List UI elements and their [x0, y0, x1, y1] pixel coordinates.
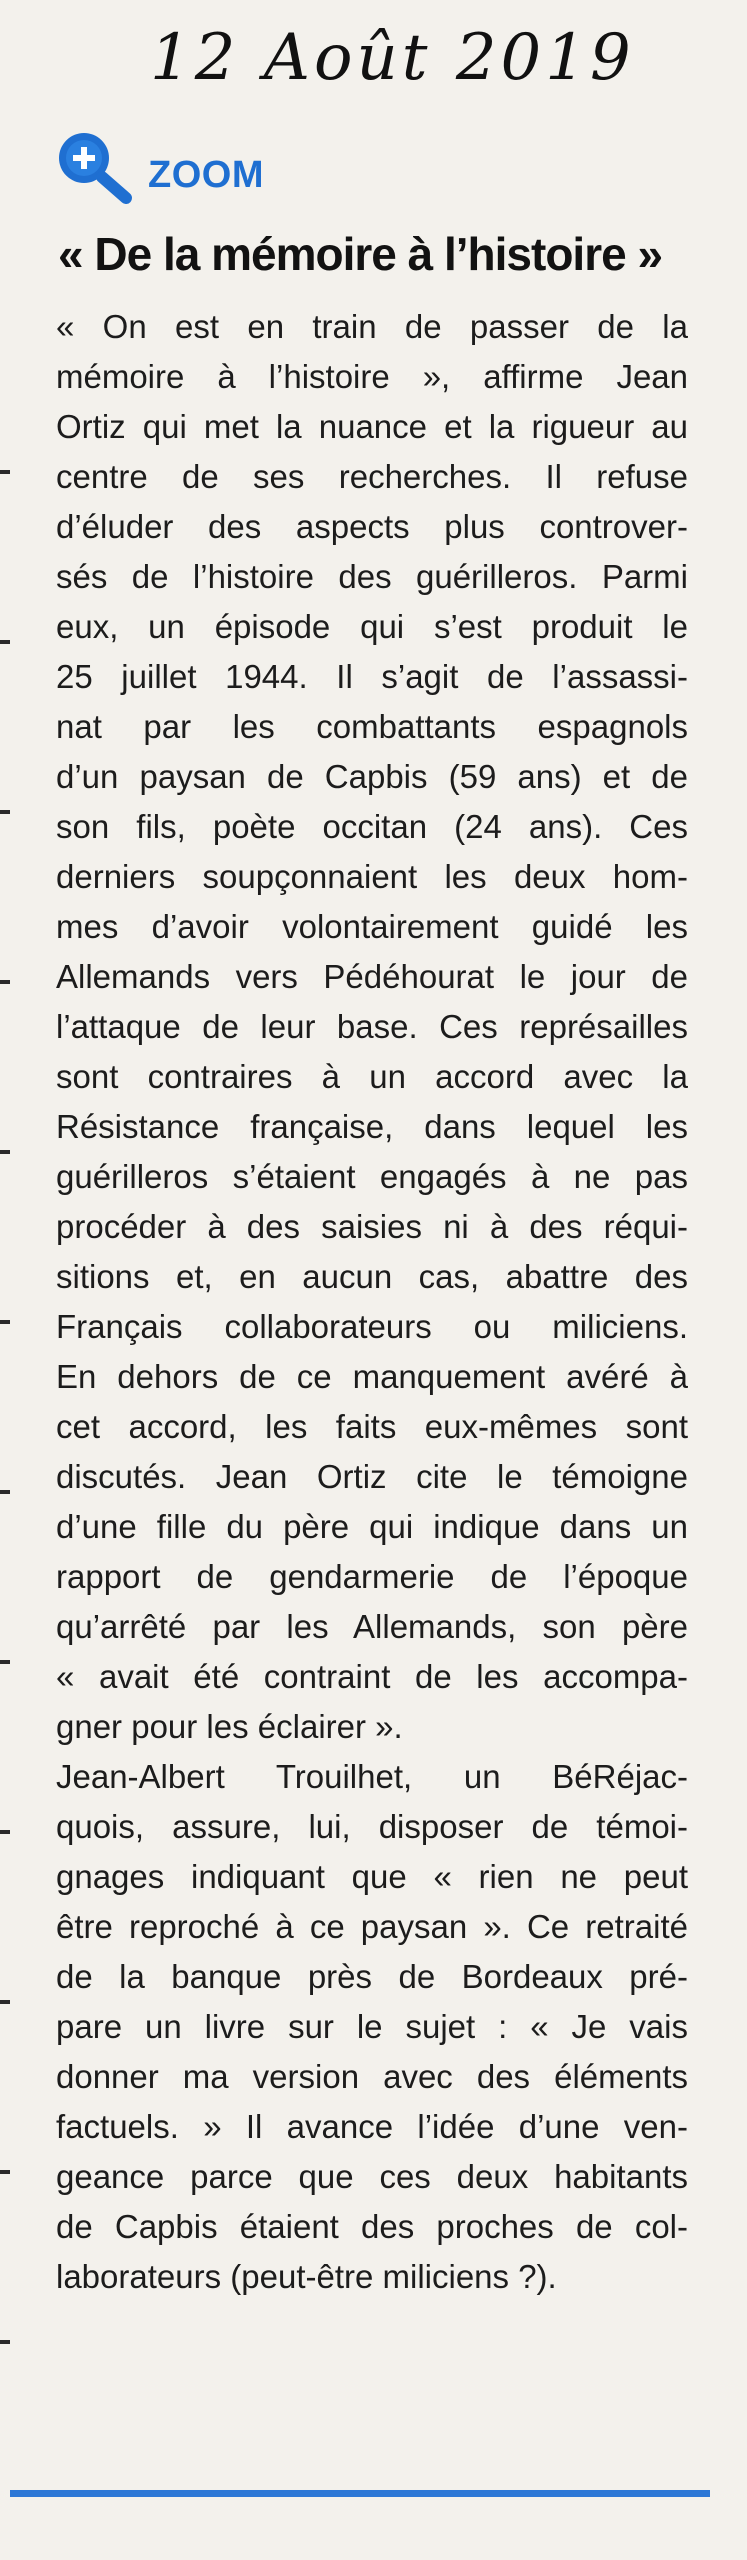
- edge-mark: [0, 2170, 10, 2174]
- section-label: ZOOM: [148, 153, 264, 196]
- body-line: factuels. » Il avance l’idée d’une ven-: [56, 2108, 688, 2145]
- body-line: Ortiz qui met la nuance et la rigueur au: [56, 408, 688, 445]
- body-line: de Capbis étaient des proches de col-: [56, 2208, 688, 2245]
- body-line: Allemands vers Pédéhourat le jour de: [56, 958, 688, 995]
- bottom-rule: [10, 2490, 710, 2497]
- body-line: qu’arrêté par les Allemands, son père: [56, 1608, 688, 1645]
- body-line: eux, un épisode qui s’est produit le: [56, 608, 688, 645]
- edge-mark: [0, 1830, 10, 1834]
- body-line: « On est en train de passer de la: [56, 308, 688, 345]
- body-line: Résistance française, dans lequel les: [56, 1108, 688, 1145]
- body-line: l’attaque de leur base. Ces représailles: [56, 1008, 688, 1045]
- body-line: être reproché à ce paysan ». Ce retraité: [56, 1908, 688, 1945]
- body-line: son fils, poète occitan (24 ans). Ces: [56, 808, 688, 845]
- edge-mark: [0, 1320, 10, 1324]
- body-line: laborateurs (peut-être miliciens ?).: [56, 2258, 557, 2295]
- edge-mark: [0, 1150, 10, 1154]
- body-line: « avait été contraint de les accompa-: [56, 1658, 688, 1695]
- section-header: [52, 128, 264, 204]
- body-line: pare un livre sur le sujet : « Je vais: [56, 2008, 688, 2045]
- article-body: [56, 302, 688, 2302]
- edge-mark: [0, 980, 10, 984]
- body-line: mémoire à l’histoire », affirme Jean: [56, 358, 688, 395]
- body-line: En dehors de ce manquement avéré à: [56, 1358, 688, 1395]
- magnifier-plus-icon: [52, 128, 136, 204]
- body-line: discutés. Jean Ortiz cite le témoigne: [56, 1458, 688, 1495]
- body-line: geance parce que ces deux habitants: [56, 2158, 688, 2195]
- edge-mark: [0, 1490, 10, 1494]
- handwritten-date: 12 Août 2019: [150, 21, 635, 95]
- edge-mark: [0, 640, 10, 644]
- body-line: Jean-Albert Trouilhet, un BéRéjac-: [56, 1758, 688, 1795]
- edge-mark: [0, 1660, 10, 1664]
- body-line: sont contraires à un accord avec la: [56, 1058, 688, 1095]
- body-line: rapport de gendarmerie de l’époque: [56, 1558, 688, 1595]
- body-line: de la banque près de Bordeaux pré-: [56, 1958, 688, 1995]
- body-line: gnages indiquant que « rien ne peut: [56, 1858, 688, 1895]
- body-line: d’un paysan de Capbis (59 ans) et de: [56, 758, 688, 795]
- body-line: procéder à des saisies ni à des réqui-: [56, 1208, 688, 1245]
- body-line: mes d’avoir volontairement guidé les: [56, 908, 688, 945]
- body-line: guérilleros s’étaient engagés à ne pas: [56, 1158, 688, 1195]
- edge-mark: [0, 810, 10, 814]
- body-line: sés de l’histoire des guérilleros. Parmi: [56, 558, 688, 595]
- edge-mark: [0, 470, 10, 474]
- body-line: d’une fille du père qui indique dans un: [56, 1508, 688, 1545]
- body-line: donner ma version avec des éléments: [56, 2058, 688, 2095]
- body-line: 25 juillet 1944. Il s’agit de l’assassi-: [56, 658, 688, 695]
- body-line: sitions et, en aucun cas, abattre des: [56, 1258, 688, 1295]
- edge-mark: [0, 2340, 10, 2344]
- body-line: quois, assure, lui, disposer de témoi-: [56, 1808, 688, 1845]
- body-line: d’éluder des aspects plus controver-: [56, 508, 688, 545]
- body-line: cet accord, les faits eux-mêmes sont: [56, 1408, 688, 1445]
- body-line: derniers soupçonnaient les deux hom-: [56, 858, 688, 895]
- body-line: Français collaborateurs ou miliciens.: [56, 1308, 688, 1345]
- body-line: gner pour les éclairer ».: [56, 1708, 403, 1745]
- article-headline: « De la mémoire à l’histoire »: [58, 228, 663, 280]
- body-line: nat par les combattants espagnols: [56, 708, 688, 745]
- edge-mark: [0, 2000, 10, 2004]
- body-line: centre de ses recherches. Il refuse: [56, 458, 688, 495]
